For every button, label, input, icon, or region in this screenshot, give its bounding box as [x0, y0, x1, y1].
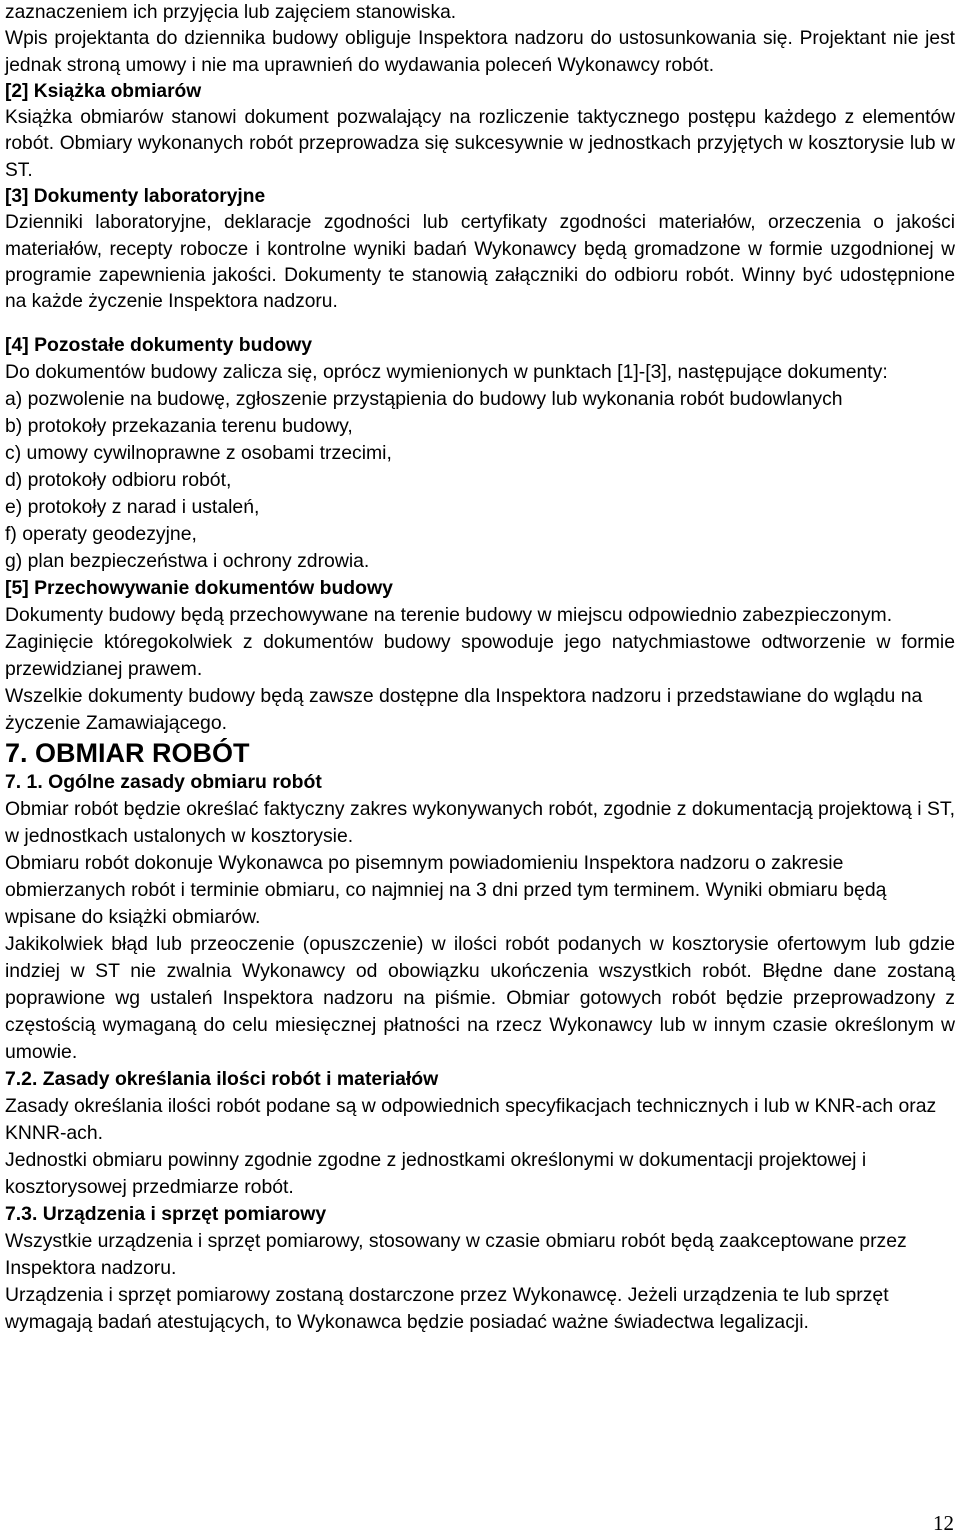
paragraph-7-3-a: Wszystkie urządzenia i sprzęt pomiarowy, stosowany w czasie obmiaru robót będą zaakceptowane przez Inspektora nadzoru. [5, 1229, 907, 1279]
paragraph-7-2-b: Jednostki obmiaru powinny zgodnie zgodne z jednostkami określonymi w dokumentacji projektowej i kosztorysowej przedmiarze robót. [5, 1148, 867, 1198]
paragraph-7-1-c: Jakikolwiek błąd lub przeoczenie (opuszczenie) w ilości robót podanych w kosztorysie ofertowym lub gdzie indziej w ST nie zwalnia Wykonawcy od obowiązku ukończenia wszystkich robót. Błędne dane zostaną poprawione wg ustaleń Inspektora nadzoru na piśmie. Obmiar gotowych robót będzie przeprowadzony z częstością wymaganą do celu miesięcznej płatności na rzecz Wykonawcy lub w innym czasie określonym w umowie. [5, 932, 955, 1063]
heading-7-2: 7.2. Zasady określania ilości robót i materiałów [5, 1067, 439, 1090]
list-item: e) protokoły z narad i ustaleń, [5, 495, 260, 518]
paragraph-7-1-a: Obmiar robót będzie określać faktyczny zakres wykonywanych robót, zgodnie z dokumentacją projektową i ST, w jednostkach ustalonych w kosztorysie. [5, 797, 955, 847]
heading-section-7: 7. OBMIAR ROBÓT [5, 737, 250, 768]
heading-7-3: 7.3. Urządzenia i sprzęt pomiarowy [5, 1202, 327, 1225]
paragraph-storage-3: Wszelkie dokumenty budowy będą zawsze dostępne dla Inspektora nadzoru i przedstawiane do wglądu na życzenie Zamawiającego. [5, 684, 923, 734]
paragraph-measurement-book: Książka obmiarów stanowi dokument pozwalający na rozliczenie taktycznego postępu każdego z elementów robót. Obmiary wykonanych robót przeprowadza się sukcesywnie w jednostkach przyjętych w kosztorysie lub w ST. [5, 107, 955, 181]
paragraph-designer-entry: Wpis projektanta do dziennika budowy obliguje Inspektora nadzoru do ustosunkowania się. Projektant nie jest jednak stroną umowy i nie ma uprawnień do wydawania poleceń Wykonawcy robót. [5, 28, 955, 76]
paragraph-7-3-b: Urządzenia i sprzęt pomiarowy zostaną dostarczone przez Wykonawcę. Jeżeli urządzenia te lub sprzęt wymagają badań atestujących, to Wykonawca będzie posiadać ważne świadectwa legalizacji. [5, 1283, 889, 1333]
heading-laboratory-documents: [3] Dokumenty laboratoryjne [5, 186, 266, 208]
paragraph-laboratory-documents: Dzienniki laboratoryjne, deklaracje zgodności lub certyfikaty zgodności materiałów, orzeczenia o jakości materiałów, recepty robocze i kontrolne wyniki badań Wykonawcy będą gromadzone w formie uzgodnionej w programie zapewnienia jakości. Dokumenty te stanowią załączniki do odbioru robót. Winny być udostępnione na każde życzenie Inspektora nadzoru. [5, 212, 955, 313]
heading-measurement-book: [2] Książka obmiarów [5, 80, 202, 102]
paragraph-other-documents: Do dokumentów budowy zalicza się, oprócz wymienionych w punktach [1]-[3], następujące dokumenty: [5, 360, 888, 383]
list-item: a) pozwolenie na budowę, zgłoszenie przystąpienia do budowy lub wykonania robót budowlanych [5, 387, 843, 410]
list-item: f) operaty geodezyjne, [5, 522, 197, 545]
section-top [5, 0, 955, 316]
paragraph-7-1-b: Obmiaru robót dokonuje Wykonawca po pisemnym powiadomieniu Inspektora nadzoru o zakresie obmierzanych robót i terminie obmiaru, co najmniej na 3 dni przed tym terminem. Wyniki obmiaru będą wpisane do książki obmiarów. [5, 851, 887, 928]
heading-document-storage: [5] Przechowywanie dokumentów budowy [5, 576, 393, 599]
heading-other-documents: [4] Pozostałe dokumenty budowy [5, 333, 313, 356]
spacer [5, 316, 955, 332]
section-main [5, 332, 955, 1336]
document-body [5, 0, 955, 1336]
list-item: c) umowy cywilnoprawne z osobami trzecimi, [5, 441, 392, 464]
page-number: 12 [933, 1511, 954, 1535]
paragraph-continuation: zaznaczeniem ich przyjęcia lub zajęciem stanowiska. [5, 2, 457, 23]
list-item: b) protokoły przekazania terenu budowy, [5, 414, 353, 437]
list-item: d) protokoły odbioru robót, [5, 468, 232, 491]
list-item: g) plan bezpieczeństwa i ochrony zdrowia. [5, 549, 370, 572]
heading-7-1: 7. 1. Ogólne zasady obmiaru robót [5, 770, 322, 793]
paragraph-storage-1: Dokumenty budowy będą przechowywane na terenie budowy w miejscu odpowiednio zabezpieczonym. [5, 603, 893, 626]
paragraph-7-2-a: Zasady określania ilości robót podane są w odpowiednich specyfikacjach technicznych i lub w KNR-ach oraz KNNR-ach. [5, 1094, 937, 1144]
paragraph-storage-2: Zaginięcie któregokolwiek z dokumentów budowy spowoduje jego natychmiastowe odtworzenie w formie przewidzianej prawem. [5, 630, 955, 680]
